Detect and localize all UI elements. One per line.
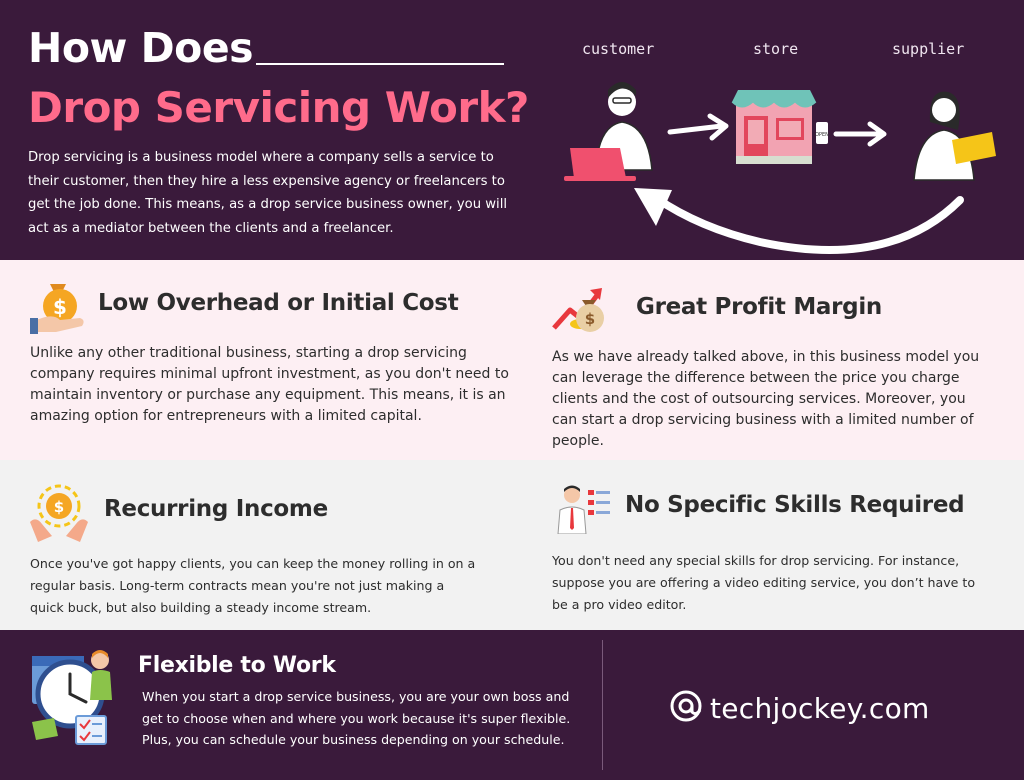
profit-chart-icon	[552, 282, 622, 338]
recurring-coin-icon	[28, 482, 90, 548]
store-illustration	[732, 90, 829, 164]
section-income-skills	[0, 460, 1024, 630]
label-store: store	[753, 40, 799, 58]
label-supplier: supplier	[892, 40, 965, 58]
svg-text:$: $	[53, 498, 65, 516]
intro-text: Drop servicing is a business model where a company sells a service to their customer, then they hire a less expensive agency or freelancers to get the job done. This means, as a drop service business owner, you will act as a mediator between the clients and a freelancer.	[28, 150, 508, 236]
svg-text:$: $	[53, 295, 67, 319]
customer-illustration	[564, 82, 652, 181]
store-sign: OPEN	[815, 132, 829, 138]
heading-flexible: Flexible to Work	[138, 653, 336, 678]
person-checklist-icon	[556, 484, 612, 538]
process-diagram	[560, 30, 1000, 255]
title-underline	[256, 63, 504, 65]
heading-profit-margin: Great Profit Margin	[636, 294, 883, 320]
heading-no-skills: No Specific Skills Required	[625, 492, 965, 518]
section-cost-profit	[0, 260, 1024, 460]
heading-low-overhead: Low Overhead or Initial Cost	[98, 290, 459, 316]
section-flexible	[0, 630, 1024, 780]
title-line-2: Drop Servicing Work?	[28, 83, 529, 132]
svg-text:$: $	[584, 310, 596, 328]
brand-link[interactable]	[668, 688, 930, 728]
text-no-skills: You don't need any special skills for drop servicing. For instance, suppose you are offering a video editing service, you don’t have to be a pro video editor.	[552, 553, 976, 612]
supplier-illustration	[914, 92, 996, 180]
text-recurring-income: Once you've got happy clients, you can keep the money rolling in on a regular basis. Long-term contracts mean you're not just making a quick buck, but also building a steady income stream.	[30, 556, 476, 615]
text-profit-margin: As we have already talked above, in this business model you can leverage the difference between the price you charge clients and the cost of outsourcing services. Moreover, you can start a drop servicing business with a limited number of people.	[552, 349, 980, 449]
label-customer: customer	[582, 40, 655, 58]
heading-recurring-income: Recurring Income	[104, 496, 328, 522]
brand-name: techjockey.com	[710, 691, 930, 725]
header-section	[0, 0, 1024, 260]
diagram-artwork	[560, 30, 1000, 255]
title-line-1: How Does	[28, 24, 254, 72]
clock-calendar-icon	[28, 642, 124, 750]
footer-divider	[602, 640, 603, 770]
techjockey-logo-icon	[668, 688, 704, 728]
money-bag-hand-icon	[28, 274, 90, 340]
text-low-overhead: Unlike any other traditional business, starting a drop servicing company requires minimal upfront investment, as you don't need to maintain inventory or purchase any equipment. This means, it is an amazing option for entrepreneurs with a limited capital.	[30, 345, 509, 424]
text-flexible: When you start a drop service business, you are your own boss and get to choose when and where you work because it's super flexible. Plus, you can schedule your business depending on your schedule.	[142, 689, 571, 747]
